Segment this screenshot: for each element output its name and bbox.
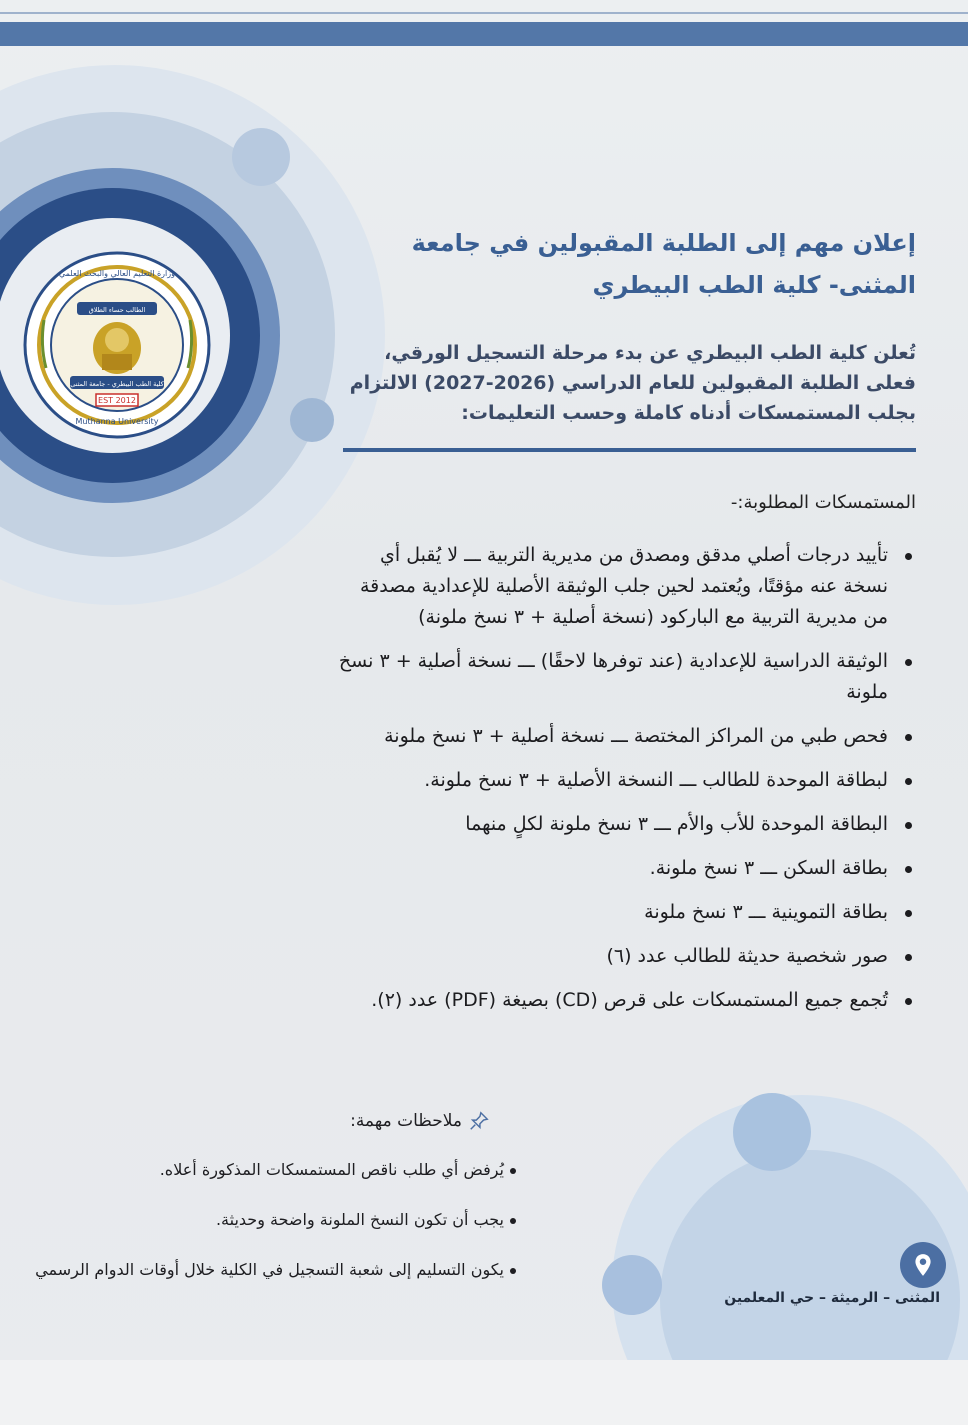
college-logo — [22, 250, 212, 440]
note-item — [6, 1158, 516, 1182]
requirement-item: بطاقة التموينية ـــ ٣ نسخ ملونة — [336, 897, 916, 928]
notes-heading — [350, 1110, 490, 1132]
logo-est-text: EST 2012 — [98, 396, 136, 405]
footer-address: المثنى – الرميثة – حي المعلمين — [724, 1290, 940, 1306]
requirement-item: تأييد درجات أصلي مدقق ومصدق من مديرية التربية ـــ لا يُقبل أي نسخة عنه مؤقتًا، ويُعتمد لحين جلب الوثيقة الأصلية للإعدادية مصدقة من مديرية التربية مع الباركود (نسخة أصلية + ٣ نسخ ملونة) — [336, 540, 916, 633]
announcement-heading: إعلان مهم إلى الطلبة المقبولين في جامعة المثنى- كلية الطب البيطري — [411, 229, 916, 299]
decor-bubble — [232, 128, 290, 186]
top-header-band — [0, 22, 968, 46]
logo-ministry-text: وزارة التعليم العالي والبحث العلمي — [59, 269, 175, 278]
bullet-dot — [510, 1168, 516, 1174]
logo-university-text: Muthanna University — [75, 417, 159, 426]
top-thin-line — [0, 12, 968, 14]
decor-bubble — [733, 1093, 811, 1171]
requirements-list — [336, 540, 916, 1029]
location-pin-icon — [900, 1242, 946, 1288]
requirement-item: تُجمع جميع المستمسكات على قرص (CD) بصيغة (PDF) عدد (٢). — [336, 985, 916, 1016]
requirements-title: المستمسكات المطلوبة:- — [730, 492, 916, 513]
bullet-dot — [510, 1218, 516, 1224]
section-divider — [343, 448, 916, 452]
decor-bubble — [602, 1255, 662, 1315]
notes-list — [6, 1158, 516, 1308]
requirement-item: لبطاقة الموحدة للطالب ـــ النسخة الأصلية + ٣ نسخ ملونة. — [336, 765, 916, 796]
logo-banner-bottom-text: كلية الطب البيطري - جامعة المثنى — [70, 380, 164, 388]
note-item — [6, 1208, 516, 1232]
note-text: يجب أن تكون النسخ الملونة واضحة وحديثة. — [215, 1210, 504, 1229]
decor-bubble — [290, 398, 334, 442]
note-item — [6, 1258, 516, 1282]
requirement-item: البطاقة الموحدة للأب والأم ـــ ٣ نسخ ملونة لكلٍ منهما — [336, 809, 916, 840]
announcement-intro: تُعلن كلية الطب البيطري عن بدء مرحلة التسجيل الورقي، فعلى الطلبة المقبولين للعام الدراسي (2026-2027) الالتزام بجلب المستمسكات أدناه كاملة وحسب التعليمات: — [349, 342, 916, 424]
bullet-dot — [510, 1268, 516, 1274]
requirement-item: صور شخصية حديثة للطالب عدد (٦) — [336, 941, 916, 972]
note-text: يُرفض أي طلب ناقص المستمسكات المذكورة أعلاه. — [159, 1160, 504, 1179]
pin-icon — [468, 1110, 490, 1132]
note-text: يكون التسليم إلى شعبة التسجيل في الكلية خلال أوقات الدوام الرسمي — [35, 1260, 504, 1279]
logo-banner-top-text: الطالب حساء الطلاق — [88, 306, 146, 314]
requirement-item: الوثيقة الدراسية للإعدادية (عند توفرها لاحقًا) ـــ نسخة أصلية + ٣ نسخ ملونة — [336, 646, 916, 708]
notes-title: ملاحظات مهمة: — [350, 1111, 462, 1131]
requirement-item: بطاقة السكن ـــ ٣ نسخ ملونة. — [336, 853, 916, 884]
requirement-item: فحص طبي من المراكز المختصة ـــ نسخة أصلية + ٣ نسخ ملونة — [336, 721, 916, 752]
page-bottom-margin — [0, 1360, 968, 1425]
